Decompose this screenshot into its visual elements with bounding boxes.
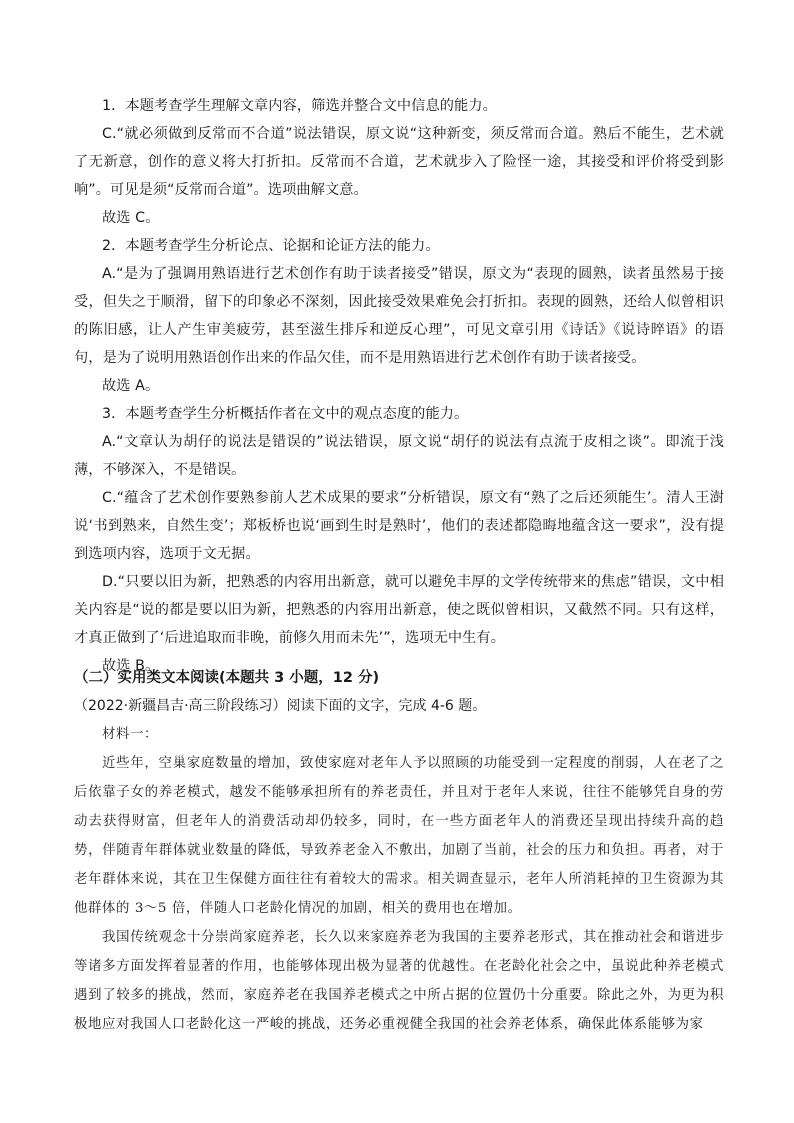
q3-option-d-analysis: D.“只要以旧为新，把熟悉的内容用出新意，就可以避免丰厚的文学传统带来的焦虑”错误，文中相关内容是“说的都是要以旧为新，把熟悉的内容用出新意，使之既似曾相识，又截然不同。只有这样，才真正做到了‘后进追取而非晚，前修久用而未先’”，选项无中生有。 (74, 574, 724, 646)
q2-point: 2．本题考查学生分析论点、论据和论证方法的能力。 (102, 238, 440, 254)
practical-reading-section (74, 664, 724, 1039)
section-heading: （二）实用类文本阅读(本题共 3 小题，12 分) (74, 670, 380, 686)
q3-option-a-analysis: A.“文章认为胡仔的说法是错误的”说法错误，原文说“胡仔的说法有点流于皮相之谈”。即流于浅薄，不够深入，不是错误。 (74, 434, 724, 478)
material-paragraph: 近些年，空巢家庭数量的增加，致使家庭对老年人予以照顾的功能受到一定程度的削弱，人在老了之后依靠子女的养老模式，越发不能够承担所有的养老责任，并且对于老年人来说，往往不能够凭自身的劳动去获得财富，但老年人的消费活动却仍较多，同时，在一些方面老年人的消费还呈现出持续升高的趋势，伴随青年群体就业数量的降低，导致养老金入不敷出，加剧了当前，社会的压力和负担。再者，对于老年群体来说，其在卫生保健方面往往有着较大的需求。相关调查显示，老年人所消耗掉的卫生资源为其他群体的 3～5 倍，伴随人口老龄化情况的加剧，相关的费用也在增加。 (74, 756, 724, 916)
q2-answer: 故选 A。 (102, 378, 160, 394)
q3-option-c-analysis: C.“蕴含了艺术创作要熟参前人艺术成果的要求”分析错误，原文有“熟了之后还须能生’。清人王澍说‘书到熟来，自然生变’；郑板桥也说‘画到生时是熟时’，他们的表述都隐晦地蕴含这一要求”，没有提到选项内容，选项于文无据。 (74, 490, 724, 562)
q1-point: 1．本题考查学生理解文章内容，筛选并整合文中信息的能力。 (102, 98, 497, 114)
answer-analysis (74, 92, 724, 680)
q1-answer: 故选 C。 (102, 210, 160, 226)
q1-option-c-analysis: C.“就必须做到反常而不合道”说法错误，原文说“这种新变，须反常而合道。熟后不能生，艺术就了无新意，创作的意义将大打折扣。反常而不合道，艺术就步入了险怪一途，其接受和评价将受到影响”。可见是须“反常而合道”。选项曲解文意。 (74, 126, 724, 198)
q3-answer: 故选 B。 (102, 658, 160, 674)
q3-point: 3．本题考查学生分析概括作者在文中的观点态度的能力。 (102, 406, 469, 422)
material-paragraph: 我国传统观念十分崇尚家庭养老，长久以来家庭养老为我国的主要养老形式，其在推动社会和谐进步等诸多方面发挥着显著的作用，也能够体现出极为显著的优越性。在老龄化社会之中，虽说此种养老模式遇到了较多的挑战，然而，家庭养老在我国养老模式之中所占据的位置仍十分重要。除此之外，为更为积极地应对我国人口老龄化这一严峻的挑战，还务必重视健全我国的社会养老体系，确保此体系能够为家 (74, 930, 724, 1032)
question-source: （2022·新疆昌吉·高三阶段练习）阅读下面的文字，完成 4-6 题。 (74, 698, 487, 714)
q2-option-a-analysis: A.“是为了强调用熟语进行艺术创作有助于读者接受”错误，原文为“表现的圆熟，读者虽然易于接受，但失之于顺滑，留下的印象必不深刻，因此接受效果难免会打折扣。表现的圆熟，还给人似曾相识的陈旧感，让人产生审美疲劳，甚至滋生排斥和逆反心理”，可见文章引用《诗话》《说诗晬语》的语句，是为了说明用熟语创作出来的作品欠佳，而不是用熟语进行艺术创作有助于读者接受。 (74, 266, 724, 366)
material-label: 材料一： (102, 727, 158, 742)
